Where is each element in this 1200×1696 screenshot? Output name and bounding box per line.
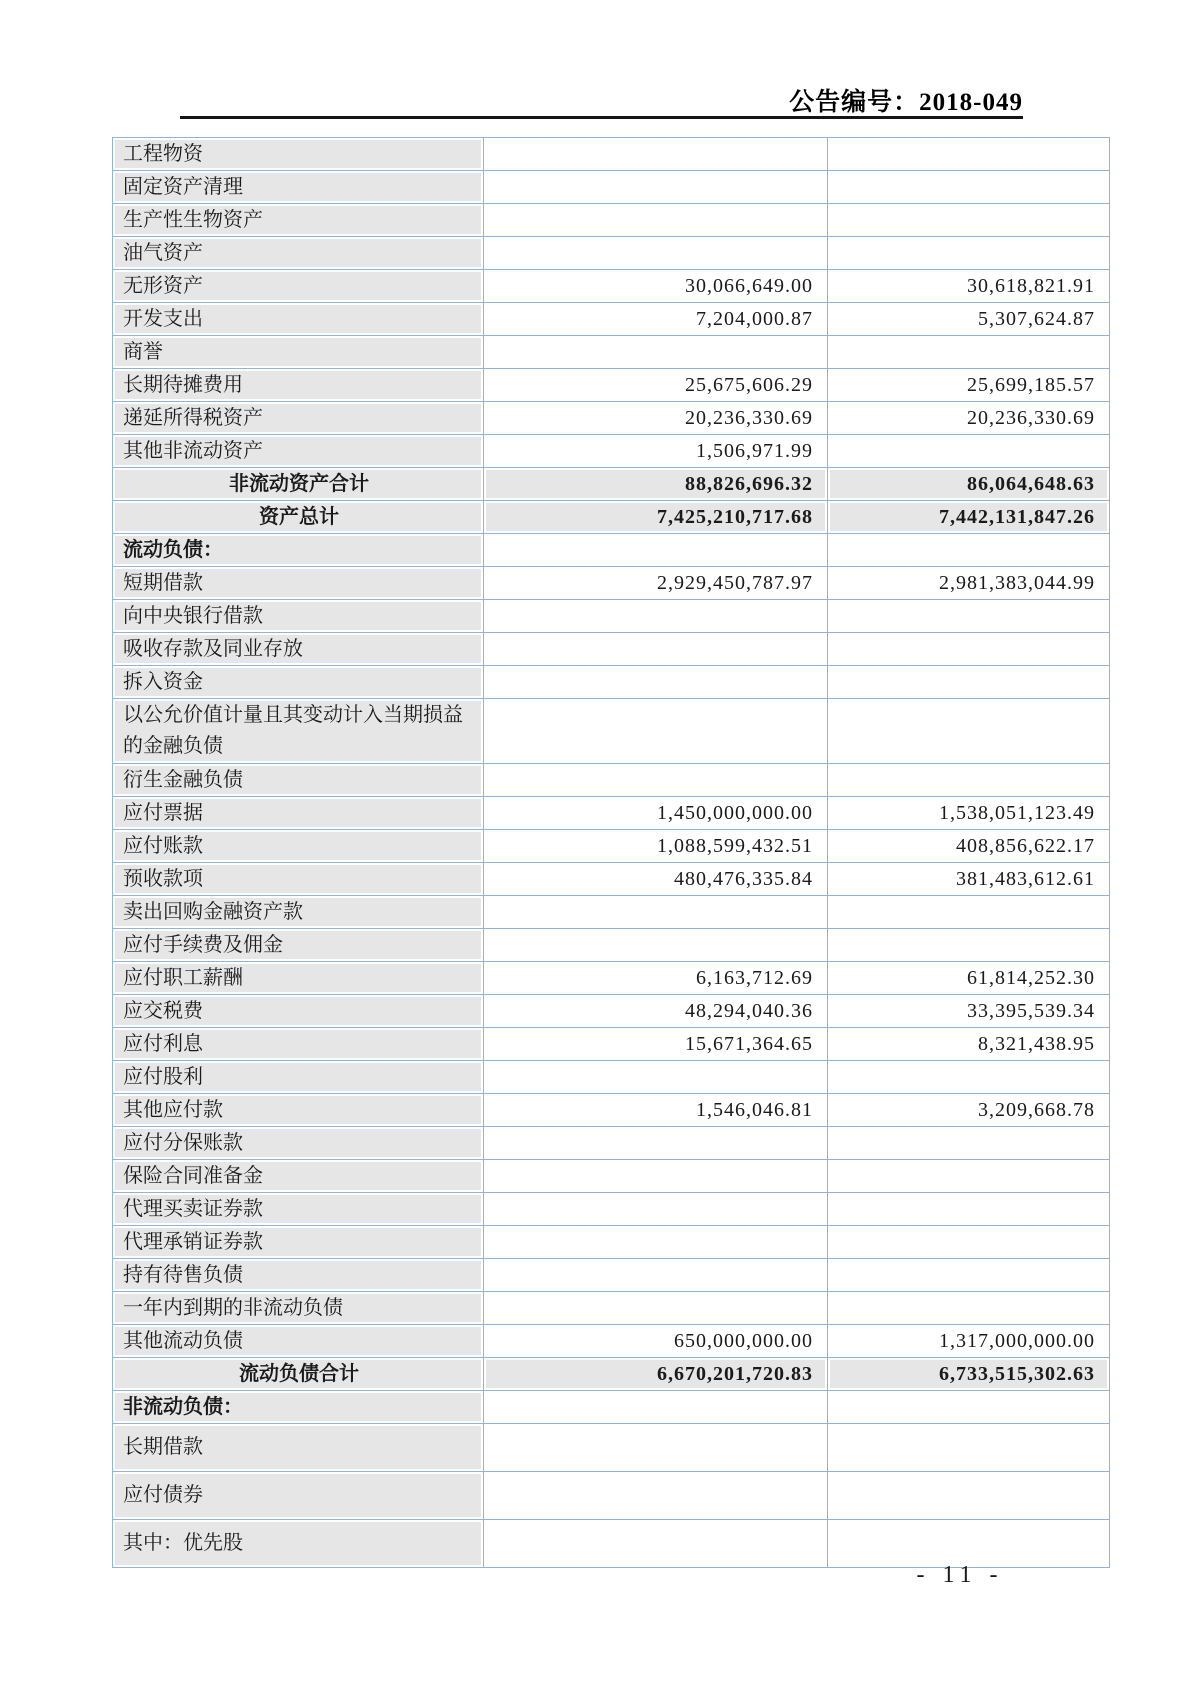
table-row [113,270,1110,303]
value-previous [828,633,1110,666]
table-row [113,501,1110,534]
value-current [484,1127,828,1160]
value-current [484,1391,828,1424]
value-current [484,1259,828,1292]
value-previous: 20,236,330.69 [828,402,1110,435]
row-label: 拆入资金 [113,666,484,699]
value-previous: 1,538,051,123.49 [828,797,1110,830]
table-row [113,764,1110,797]
value-current [484,171,828,204]
row-label: 流动负债合计 [113,1358,484,1391]
table-row [113,863,1110,896]
row-label: 其中：优先股 [113,1520,484,1568]
value-previous [828,699,1110,764]
value-current [484,666,828,699]
value-previous [828,600,1110,633]
row-label: 工程物资 [113,138,484,171]
value-previous [828,336,1110,369]
table-row [113,1094,1110,1127]
value-previous [828,1391,1110,1424]
header-rule [180,116,1023,119]
row-label: 短期借款 [113,567,484,600]
value-previous: 5,307,624.87 [828,303,1110,336]
table-row [113,1028,1110,1061]
value-previous [828,1127,1110,1160]
value-current [484,1193,828,1226]
value-current [484,896,828,929]
value-previous: 3,209,668.78 [828,1094,1110,1127]
table-row [113,1061,1110,1094]
value-previous: 33,395,539.34 [828,995,1110,1028]
value-previous [828,237,1110,270]
row-label: 向中央银行借款 [113,600,484,633]
value-current [484,1472,828,1520]
table-row [113,1193,1110,1226]
row-label: 应付账款 [113,830,484,863]
value-previous [828,1061,1110,1094]
value-previous [828,138,1110,171]
page-number: - 11 - [916,1562,1004,1588]
row-label: 非流动负债： [113,1391,484,1424]
row-label: 应交税费 [113,995,484,1028]
value-current [484,534,828,567]
table-row [113,336,1110,369]
row-label: 应付分保账款 [113,1127,484,1160]
row-label: 预收款项 [113,863,484,896]
value-previous: 25,699,185.57 [828,369,1110,402]
value-current [484,764,828,797]
row-label: 应付手续费及佣金 [113,929,484,962]
row-label: 其他流动负债 [113,1325,484,1358]
value-previous [828,171,1110,204]
table-row [113,699,1110,764]
row-label: 以公允价值计量且其变动计入当期损益的金融负债 [113,699,484,764]
table-row [113,369,1110,402]
value-current: 1,450,000,000.00 [484,797,828,830]
value-current: 650,000,000.00 [484,1325,828,1358]
value-current: 88,826,696.32 [484,468,828,501]
value-previous: 1,317,000,000.00 [828,1325,1110,1358]
table-row [113,1520,1110,1568]
row-label: 一年内到期的非流动负债 [113,1292,484,1325]
value-previous: 61,814,252.30 [828,962,1110,995]
value-previous [828,1226,1110,1259]
announcement-number: 公告编号：2018-049 [789,89,1023,116]
table-row [113,962,1110,995]
table-row [113,1226,1110,1259]
row-label: 资产总计 [113,501,484,534]
row-label: 代理买卖证券款 [113,1193,484,1226]
value-previous: 30,618,821.91 [828,270,1110,303]
value-previous [828,896,1110,929]
value-current [484,336,828,369]
row-label: 应付职工薪酬 [113,962,484,995]
value-current: 30,066,649.00 [484,270,828,303]
value-previous: 6,733,515,302.63 [828,1358,1110,1391]
table-row [113,1127,1110,1160]
value-previous [828,435,1110,468]
value-previous [828,1472,1110,1520]
value-current [484,237,828,270]
row-label: 非流动资产合计 [113,468,484,501]
value-previous [828,1424,1110,1472]
value-current: 480,476,335.84 [484,863,828,896]
value-current: 1,546,046.81 [484,1094,828,1127]
row-label: 固定资产清理 [113,171,484,204]
value-current [484,633,828,666]
value-previous: 408,856,622.17 [828,830,1110,863]
table-row [113,468,1110,501]
value-previous [828,204,1110,237]
table-row [113,797,1110,830]
row-label: 应付债券 [113,1472,484,1520]
table-row [113,1259,1110,1292]
row-label: 保险合同准备金 [113,1160,484,1193]
row-label: 开发支出 [113,303,484,336]
table-row [113,995,1110,1028]
value-previous [828,1292,1110,1325]
table-row [113,171,1110,204]
value-current [484,1061,828,1094]
row-label: 卖出回购金融资产款 [113,896,484,929]
row-label: 无形资产 [113,270,484,303]
value-current: 6,670,201,720.83 [484,1358,828,1391]
row-label: 其他应付款 [113,1094,484,1127]
row-label: 长期借款 [113,1424,484,1472]
table-row [113,237,1110,270]
value-previous [828,764,1110,797]
table-row [113,1391,1110,1424]
row-label: 持有待售负债 [113,1259,484,1292]
value-current: 2,929,450,787.97 [484,567,828,600]
value-current: 7,425,210,717.68 [484,501,828,534]
value-current: 48,294,040.36 [484,995,828,1028]
value-current [484,1424,828,1472]
value-previous: 381,483,612.61 [828,863,1110,896]
row-label: 应付利息 [113,1028,484,1061]
value-current: 1,088,599,432.51 [484,830,828,863]
value-current [484,1292,828,1325]
value-previous: 7,442,131,847.26 [828,501,1110,534]
value-previous [828,534,1110,567]
row-label: 商誉 [113,336,484,369]
table-row [113,600,1110,633]
table-row [113,1424,1110,1472]
value-previous [828,1193,1110,1226]
row-label: 衍生金融负债 [113,764,484,797]
table-row [113,204,1110,237]
row-label: 代理承销证券款 [113,1226,484,1259]
row-label: 应付股利 [113,1061,484,1094]
value-current [484,929,828,962]
row-label: 其他非流动资产 [113,435,484,468]
value-previous [828,666,1110,699]
table-row [113,1325,1110,1358]
table-row [113,1160,1110,1193]
table-row [113,435,1110,468]
value-current [484,138,828,171]
value-current [484,204,828,237]
value-previous: 86,064,648.63 [828,468,1110,501]
value-current [484,1226,828,1259]
value-current: 6,163,712.69 [484,962,828,995]
row-label: 应付票据 [113,797,484,830]
row-label: 生产性生物资产 [113,204,484,237]
table-row [113,633,1110,666]
table-row [113,402,1110,435]
value-previous [828,929,1110,962]
row-label: 递延所得税资产 [113,402,484,435]
table-row [113,534,1110,567]
table-row [113,1292,1110,1325]
table-row [113,303,1110,336]
value-previous: 8,321,438.95 [828,1028,1110,1061]
value-current [484,1520,828,1568]
value-current: 15,671,364.65 [484,1028,828,1061]
row-label: 长期待摊费用 [113,369,484,402]
table-row [113,1358,1110,1391]
table-row [113,666,1110,699]
value-previous: 2,981,383,044.99 [828,567,1110,600]
table-row [113,138,1110,171]
balance-sheet-table [112,137,1110,1568]
row-label: 油气资产 [113,237,484,270]
value-previous [828,1160,1110,1193]
value-current: 25,675,606.29 [484,369,828,402]
table-row [113,1472,1110,1520]
row-label: 吸收存款及同业存放 [113,633,484,666]
value-current: 20,236,330.69 [484,402,828,435]
table-row [113,567,1110,600]
table-row [113,929,1110,962]
value-current [484,1160,828,1193]
table-row [113,896,1110,929]
value-current [484,600,828,633]
value-current: 7,204,000.87 [484,303,828,336]
table-row [113,830,1110,863]
row-label: 流动负债： [113,534,484,567]
value-previous [828,1259,1110,1292]
value-current: 1,506,971.99 [484,435,828,468]
value-current [484,699,828,764]
value-previous [828,1520,1110,1568]
